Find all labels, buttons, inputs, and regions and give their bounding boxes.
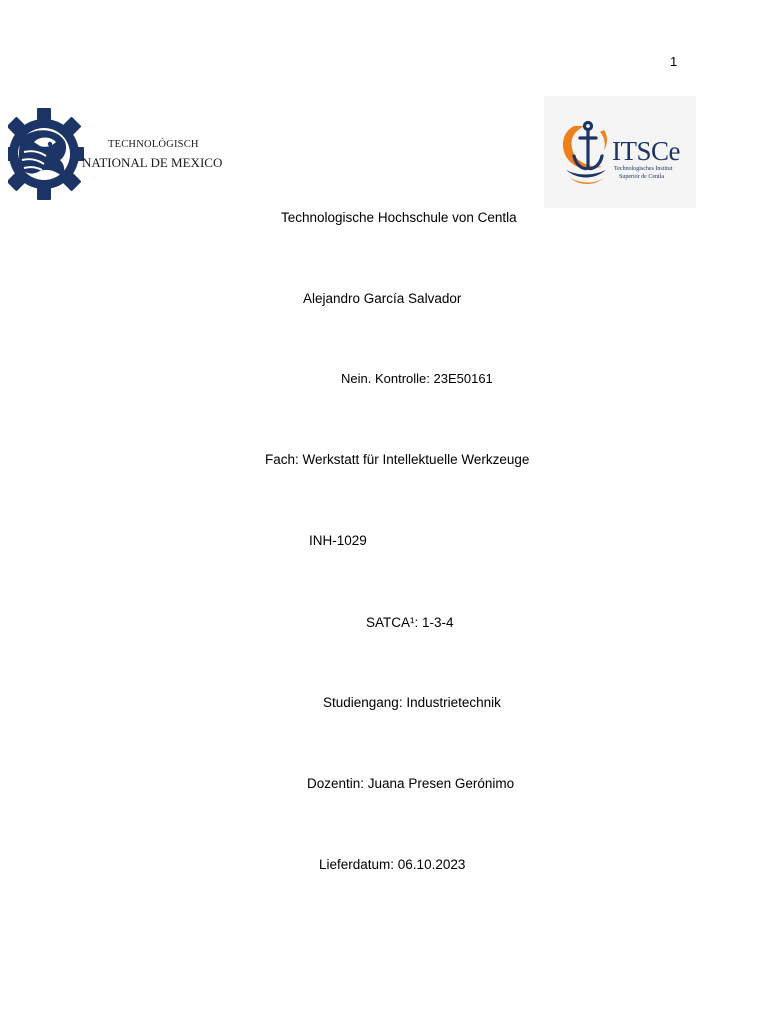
tecnm-logo (8, 104, 223, 204)
page-number: 1 (670, 54, 678, 69)
subject-name: Fach: Werkstatt für Intellektuelle Werkzeuge (265, 452, 530, 467)
itsce-wordmark: ITSCe (612, 136, 680, 166)
subject-code: INH-1029 (309, 533, 367, 548)
study-program: Studiengang: Industrietechnik (323, 695, 501, 710)
institution-name: Technologische Hochschule von Centla (281, 210, 517, 225)
itsce-subtitle-line1: Technologisches Institut (614, 166, 673, 172)
teacher-name: Dozentin: Juana Presen Gerónimo (307, 776, 515, 791)
satca-credits: SATCA¹: 1-3-4 (366, 615, 454, 630)
tecnm-logo-line2: NATIONAL DE MEXICO (82, 155, 223, 170)
student-name: Alejandro García Salvador (303, 291, 462, 306)
delivery-date: Lieferdatum: 06.10.2023 (319, 857, 466, 872)
tecnm-logo-line1: TECHNOLÓGISCH (108, 139, 199, 150)
control-number: Nein. Kontrolle: 23E50161 (341, 371, 493, 386)
tecnm-gear-eagle-icon (8, 104, 223, 204)
itsce-subtitle-line2: Superior de Centla (619, 174, 664, 180)
itsce-logo (544, 96, 696, 208)
